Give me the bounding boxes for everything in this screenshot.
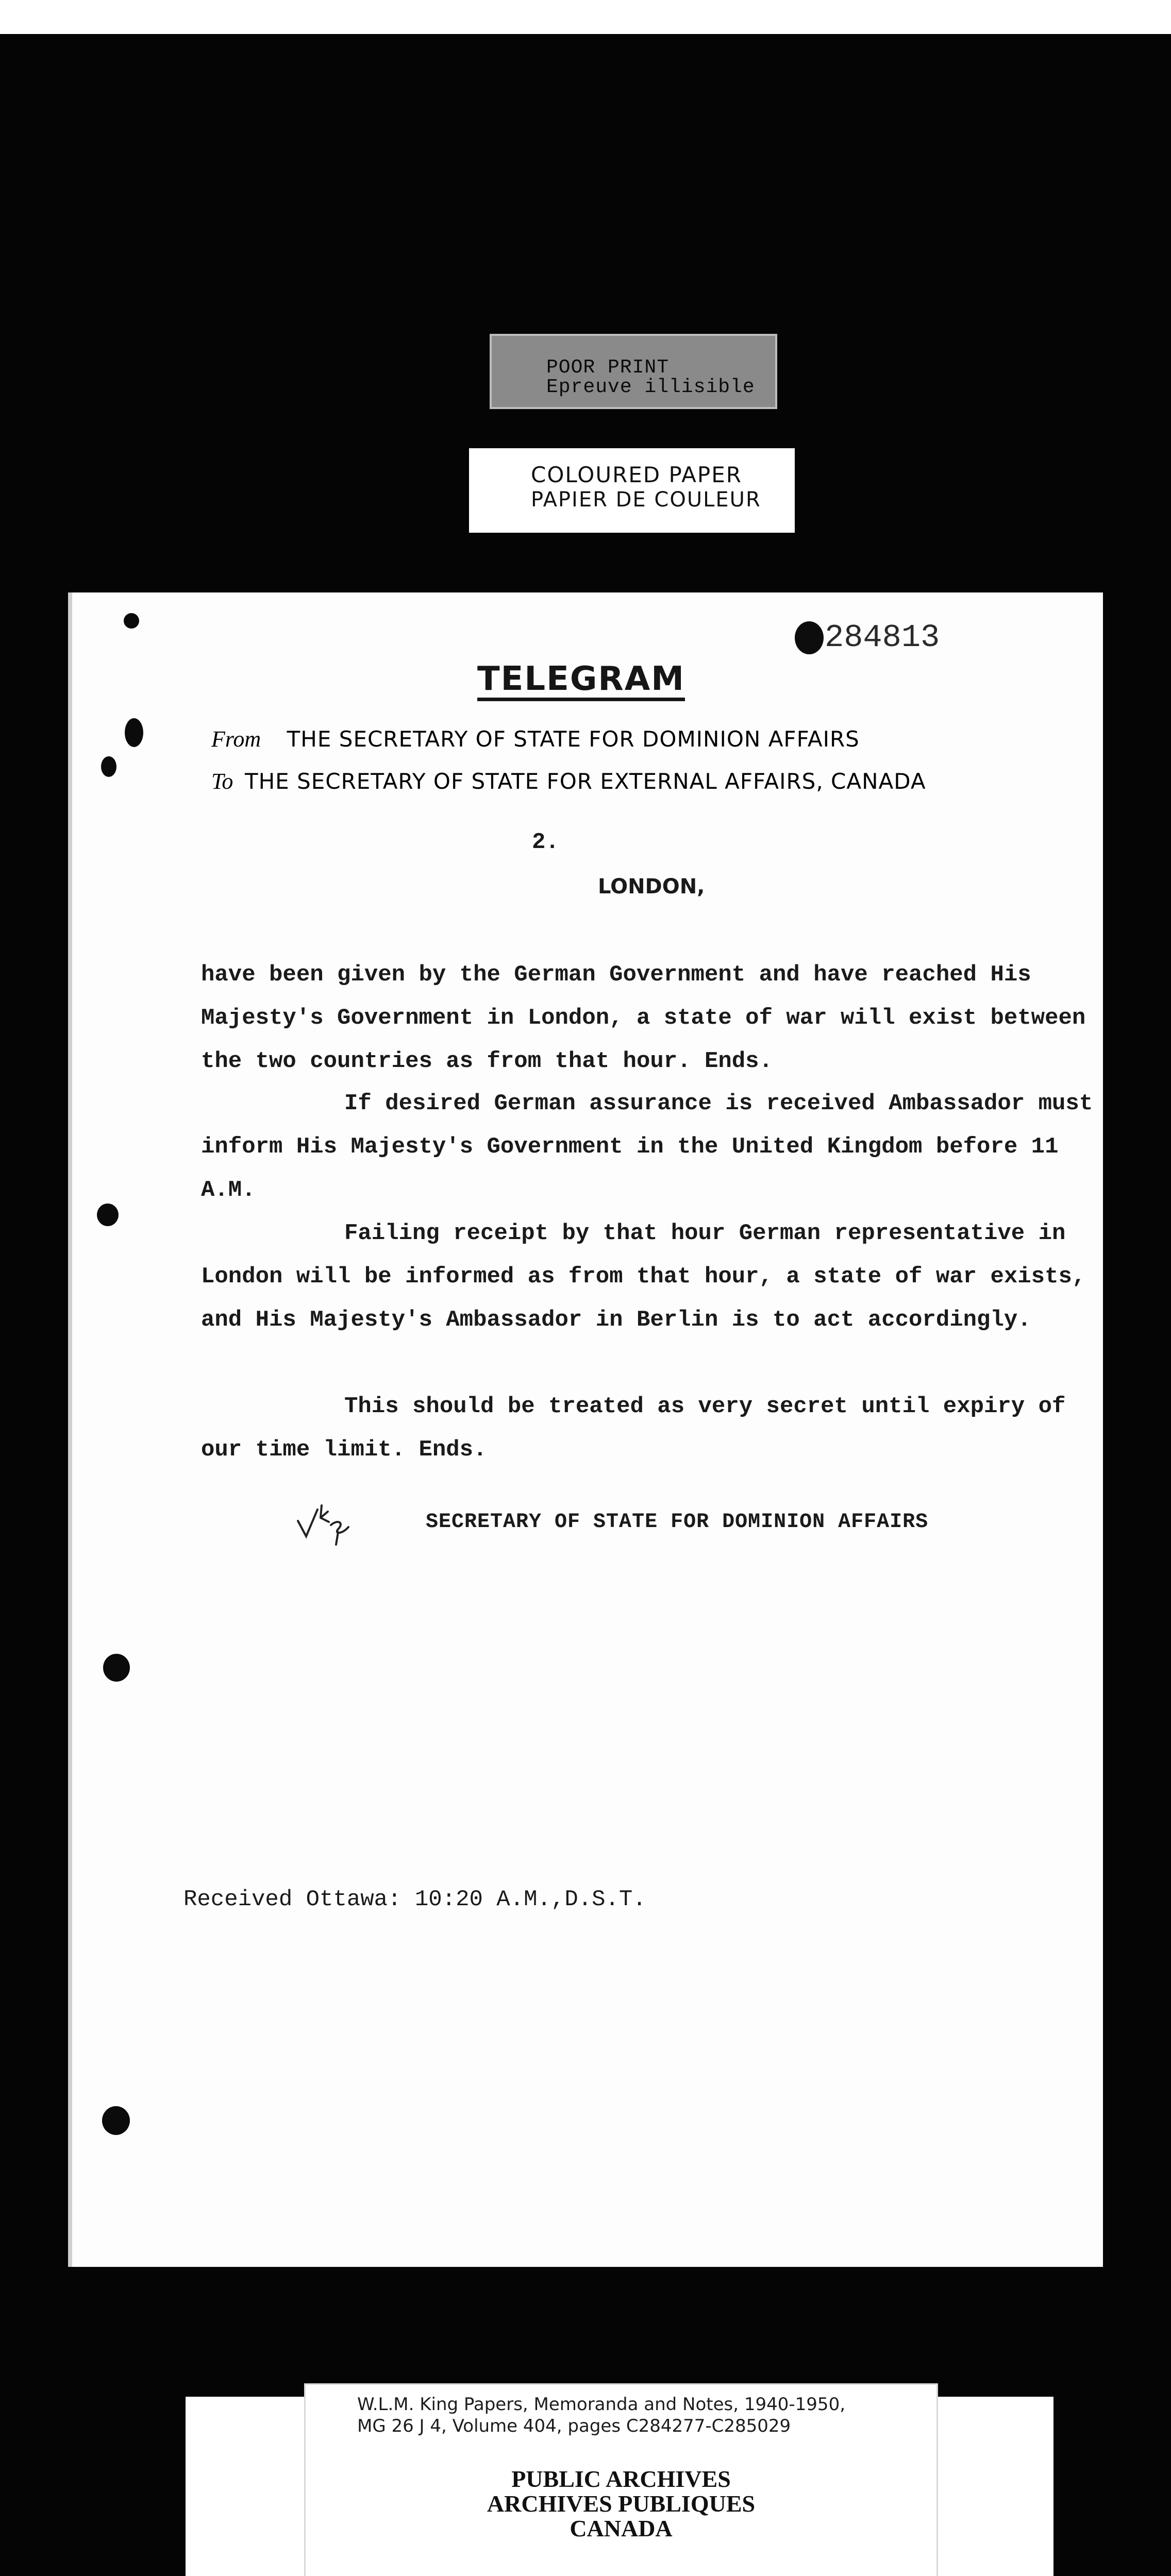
coloured-paper-label: COLOURED PAPER [531, 462, 742, 487]
from-line [211, 726, 860, 753]
punch-hole [124, 613, 139, 629]
document-number-text: 284813 [825, 619, 940, 656]
telegram-sheet [68, 592, 1103, 2267]
archive-reference-2: MG 26 J 4, Volume 404, pages C284277-C285029 [357, 2416, 791, 2436]
city-line: LONDON, [598, 875, 705, 899]
telegram-title: TELEGRAM [477, 660, 685, 701]
handwritten-initials [295, 1500, 372, 1547]
archive-stamp-en: PUBLIC ARCHIVES [511, 2466, 731, 2492]
to-line [211, 769, 926, 795]
archive-label [304, 2383, 938, 2576]
coloured-paper-stamp [469, 448, 795, 533]
from-label: From [211, 726, 261, 752]
punch-hole [97, 1204, 119, 1226]
page-number: 2. [532, 829, 559, 855]
from-value: THE SECRETARY OF STATE FOR DOMINION AFFAIRS [287, 726, 860, 752]
to-label: To [211, 769, 233, 794]
coloured-paper-label-fr: PAPIER DE COULEUR [531, 488, 761, 512]
to-value: THE SECRETARY OF STATE FOR EXTERNAL AFFAIRS, CANADA [244, 769, 926, 794]
archive-stamp-fr: ARCHIVES PUBLIQUES [487, 2490, 756, 2517]
paragraph-3: Failing receipt by that hour German representative in London will be informed as from that hour, a state of war exists, and His Majesty's Ambassador in Berlin is to act accordingly. [201, 1221, 1086, 1333]
signature-line: SECRETARY OF STATE FOR DOMINION AFFAIRS [426, 1511, 929, 1534]
document-number [825, 619, 940, 656]
received-stamp: Received Ottawa: 10:20 A.M.,D.S.T. [183, 1887, 646, 1912]
punch-hole [125, 718, 143, 747]
stamp-dot-icon [795, 621, 824, 654]
paragraph-4: This should be treated as very secret until expiry of our time limit. Ends. [201, 1394, 1066, 1463]
poor-print-label: POOR PRINT [546, 357, 670, 379]
paragraph-1: have been given by the German Government and have reached His Majesty's Government in London, a state of war will exist between the two countries as from that hour. Ends. [201, 962, 1086, 1074]
poor-print-label-fr: Epreuve illisible [546, 376, 755, 398]
archive-reference-1: W.L.M. King Papers, Memoranda and Notes, 1940-1950, [357, 2394, 846, 2415]
punch-hole [101, 756, 116, 777]
archive-stamp-country: CANADA [570, 2515, 673, 2541]
paragraph-2: If desired German assurance is received Ambassador must inform His Majesty's Government in the United Kingdom before 11 A.M. [201, 1091, 1093, 1203]
punch-hole [102, 2106, 130, 2135]
poor-print-stamp [490, 334, 777, 409]
punch-hole [103, 1654, 130, 1682]
